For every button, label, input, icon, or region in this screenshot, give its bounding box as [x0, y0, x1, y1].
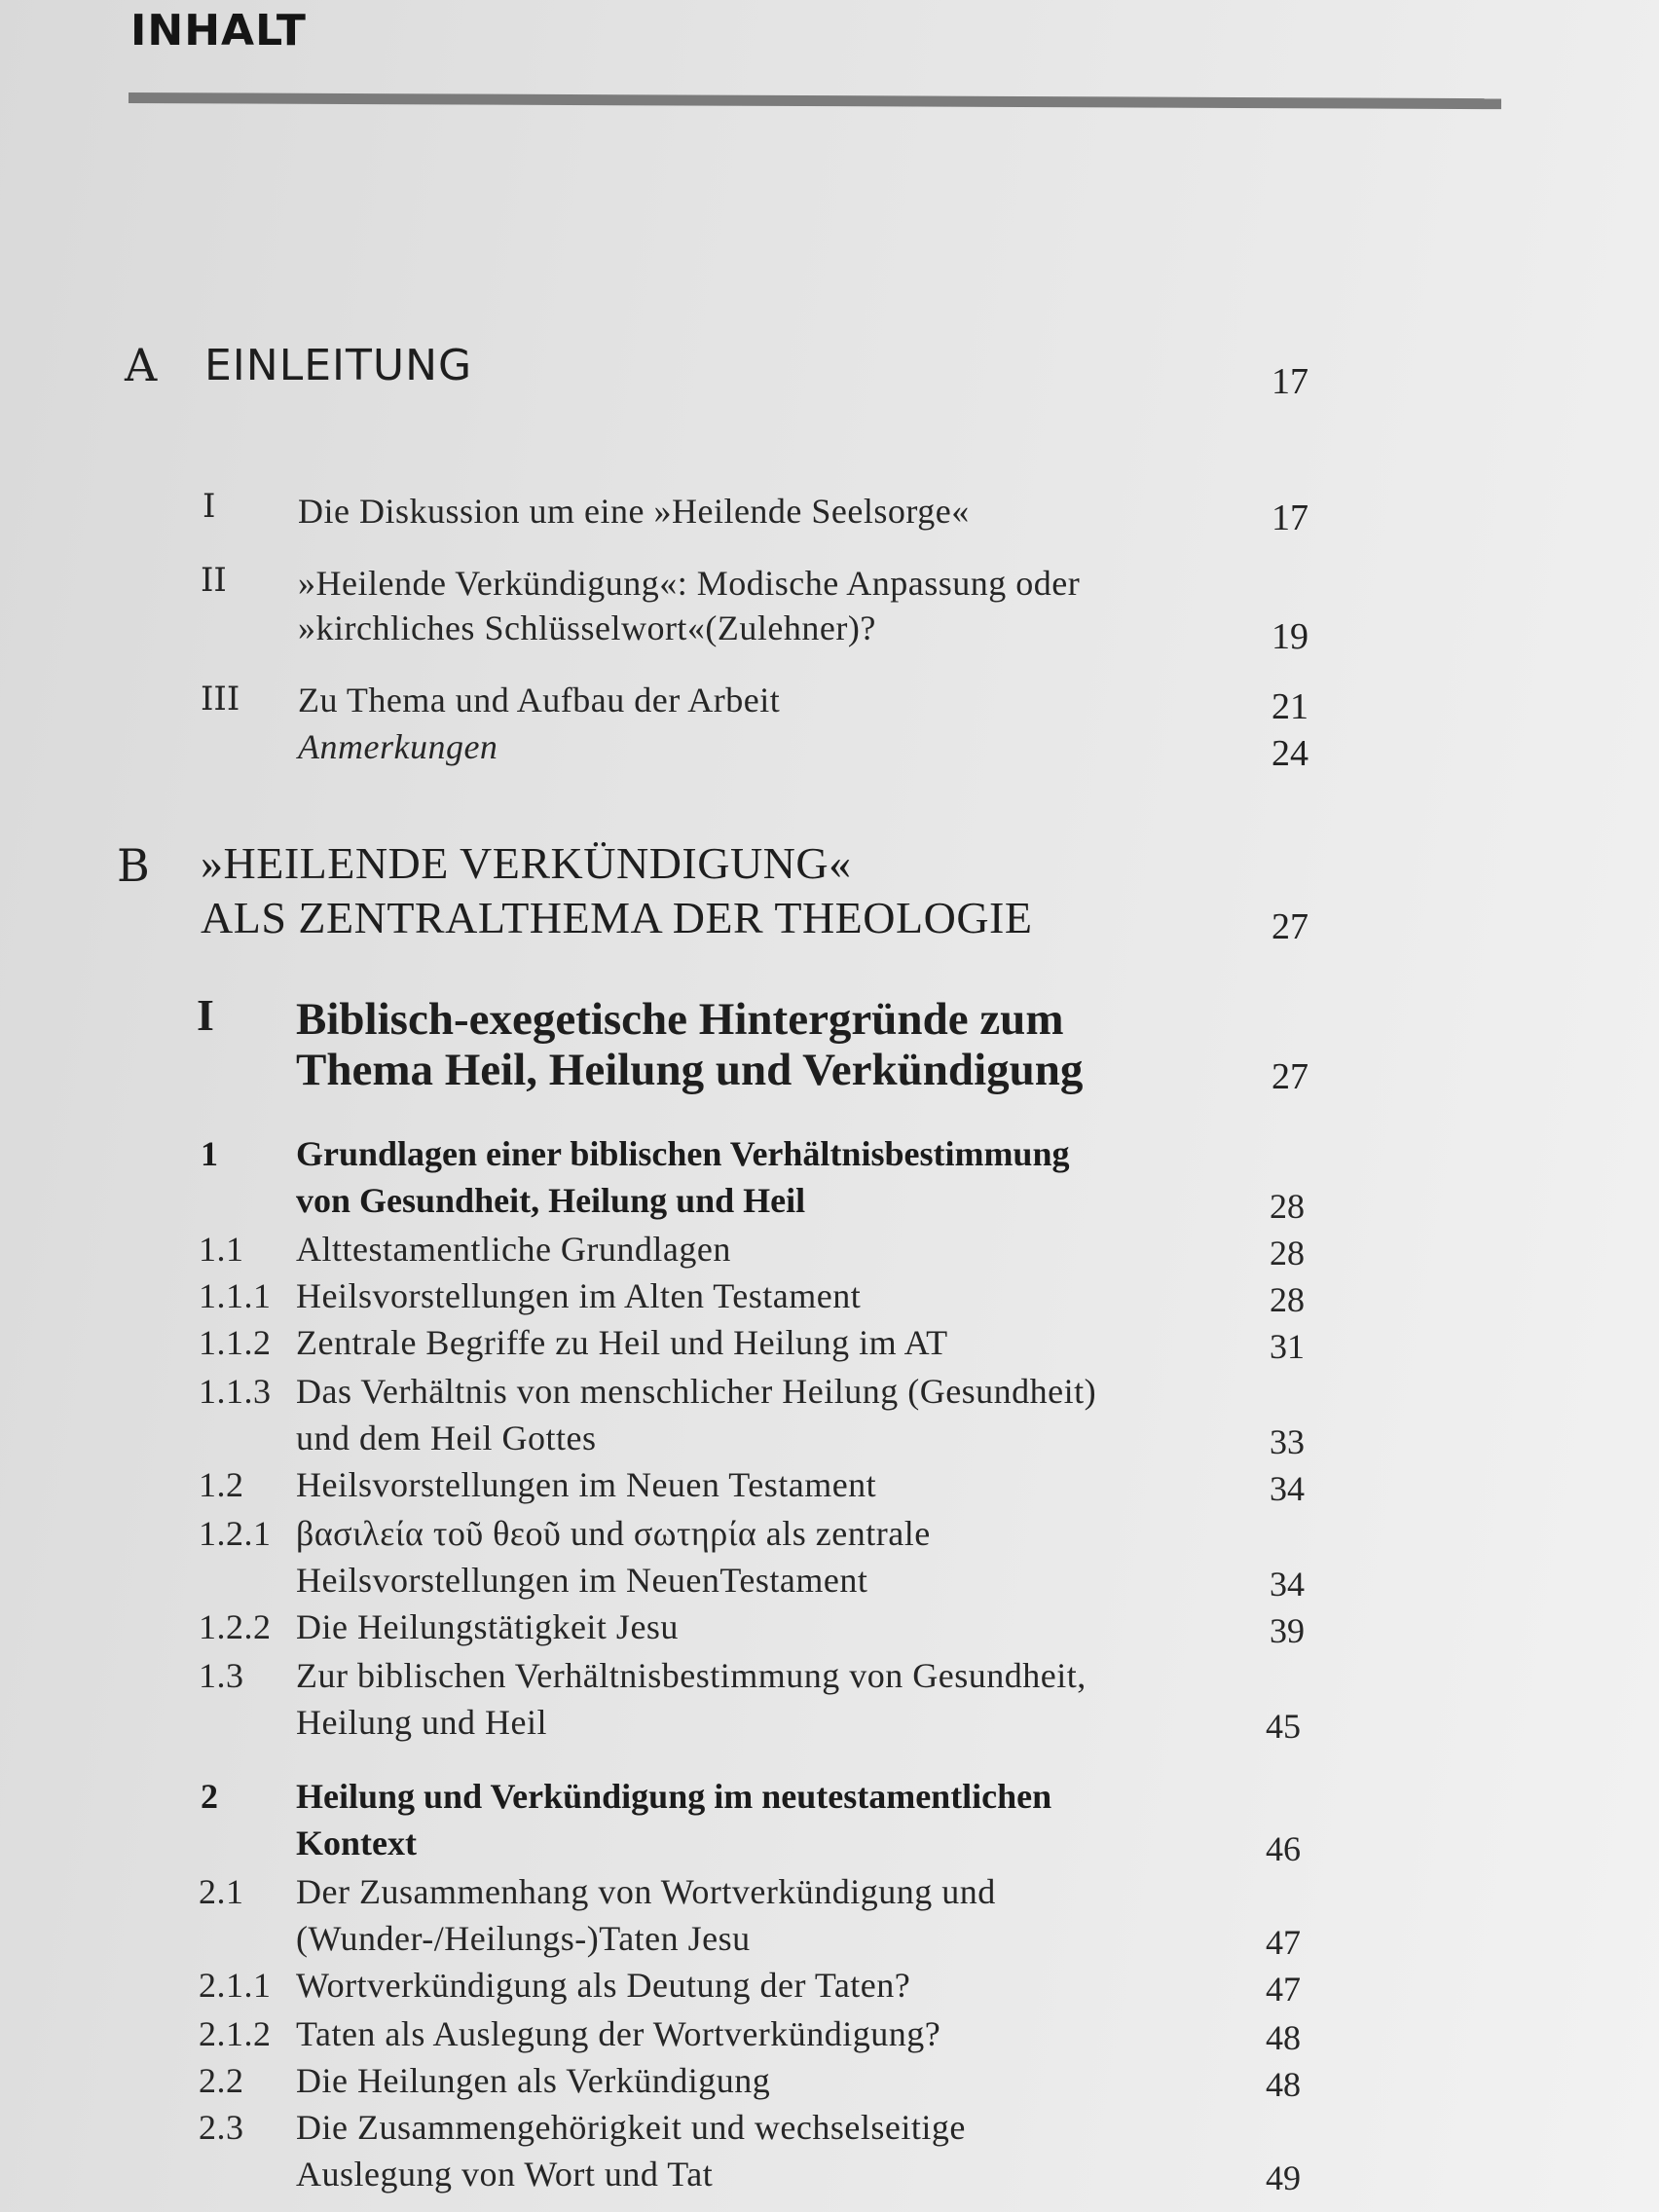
chapter-title-line: Biblisch-exegetische Hintergründe zum [296, 994, 1064, 1045]
toc-num: 1 [201, 1134, 218, 1173]
toc-num: 1.1.1 [199, 1276, 272, 1315]
toc-page-number: 17 [1272, 498, 1309, 538]
toc-entry-line: Heilung und Heil [296, 1703, 547, 1742]
toc-entry-line: Heilung und Verkündigung im neutestamentlichen [296, 1777, 1052, 1816]
toc-num: II [201, 561, 227, 600]
toc-entry-line: Anmerkungen [298, 727, 498, 766]
toc-entry-line: Taten als Auslegung der Wortverkündigung? [296, 2014, 941, 2053]
toc-page-number: 45 [1266, 1707, 1301, 1746]
toc-page-number: 24 [1272, 733, 1309, 774]
toc-entry-line: Die Heilungstätigkeit Jesu [296, 1607, 679, 1646]
toc-page-number: 31 [1270, 1327, 1305, 1366]
toc-page-number: 34 [1270, 1565, 1305, 1604]
toc-num: 2.1 [199, 1872, 244, 1911]
toc-entry-line: Zu Thema und Aufbau der Arbeit [298, 681, 781, 719]
section-a-page: 17 [1272, 361, 1309, 402]
toc-page-number: 39 [1270, 1611, 1305, 1650]
toc-num: 2 [201, 1777, 218, 1816]
toc-page-number: 28 [1270, 1187, 1305, 1226]
section-a-letter: A [125, 339, 158, 391]
toc-page-number: 47 [1266, 1923, 1301, 1962]
toc-page-number: 49 [1266, 2158, 1301, 2197]
toc-entry-line: Zentrale Begriffe zu Heil und Heilung im AT [296, 1323, 948, 1362]
section-b-page: 27 [1272, 906, 1309, 947]
toc-num: 1.1.2 [199, 1323, 272, 1362]
toc-page-number: 48 [1266, 2065, 1301, 2104]
toc-num: 1.1 [199, 1230, 244, 1269]
toc-entry-line: (Wunder-/Heilungs-)Taten Jesu [296, 1919, 751, 1958]
section-a-title: EINLEITUNG [204, 341, 473, 390]
toc-entry-line: Das Verhältnis von menschlicher Heilung (Gesundheit) [296, 1372, 1097, 1411]
chapter-title-line: Thema Heil, Heilung und Verkündigung [296, 1045, 1084, 1095]
toc-num: 1.2 [199, 1465, 244, 1504]
toc-num: 1.3 [199, 1656, 244, 1695]
chapter-num: I [197, 990, 214, 1040]
toc-page-number: 28 [1270, 1280, 1305, 1319]
page-header-title: INHALT [130, 6, 307, 55]
toc-entry-line: Die Diskussion um eine »Heilende Seelsorge« [298, 492, 970, 531]
toc-entry-line: Die Heilungen als Verkündigung [296, 2061, 771, 2100]
toc-entry-line: Zur biblischen Verhältnisbestimmung von Gesundheit, [296, 1656, 1087, 1695]
toc-entry-line: »kirchliches Schlüsselwort«(Zulehner)? [298, 608, 876, 647]
toc-num: 1.2.1 [199, 1514, 272, 1553]
toc-entry-line: Heilsvorstellungen im NeuenTestament [296, 1561, 868, 1600]
header-rule [129, 92, 1501, 109]
toc-entry-line: Kontext [296, 1824, 417, 1862]
toc-num: 2.1.2 [199, 2014, 272, 2053]
toc-num: 2.3 [199, 2108, 244, 2147]
toc-num: 2.2 [199, 2061, 244, 2100]
section-b-title-line: ALS ZENTRALTHEMA DER THEOLOGIE [201, 893, 1033, 942]
toc-entry-line: »Heilende Verkündigung«: Modische Anpassung oder [298, 564, 1081, 603]
toc-page-number: 47 [1266, 1970, 1301, 2009]
toc-num: III [201, 680, 240, 719]
chapter-page: 27 [1272, 1056, 1309, 1097]
toc-num: 1.1.3 [199, 1372, 272, 1411]
toc-page-number: 33 [1270, 1422, 1305, 1461]
toc-entry-line: Die Zusammengehörigkeit und wechselseitige [296, 2108, 966, 2147]
toc-page-number: 19 [1272, 616, 1309, 657]
section-b-letter: B [117, 839, 150, 892]
toc-num: I [203, 487, 216, 526]
toc-entry-line: von Gesundheit, Heilung und Heil [296, 1181, 806, 1220]
toc-entry-line: und dem Heil Gottes [296, 1419, 597, 1457]
toc-num: 1.2.2 [199, 1607, 272, 1646]
toc-entry-line: Der Zusammenhang von Wortverkündigung und [296, 1872, 996, 1911]
toc-entry-line: Grundlagen einer biblischen Verhältnisbestimmung [296, 1134, 1070, 1173]
toc-page-number: 34 [1270, 1469, 1305, 1508]
toc-page-number: 46 [1266, 1829, 1301, 1868]
toc-entry-line: βασιλεία τοῦ θεοῦ und σωτηρία als zentrale [296, 1514, 931, 1553]
toc-entry-line: Heilsvorstellungen im Alten Testament [296, 1276, 862, 1315]
toc-page-number: 21 [1272, 686, 1309, 727]
toc-entry-line: Auslegung von Wort und Tat [296, 2155, 714, 2194]
toc-page-number: 48 [1266, 2018, 1301, 2057]
section-b-title-line: »HEILENDE VERKÜNDIGUNG« [201, 838, 852, 888]
toc-entry-line: Heilsvorstellungen im Neuen Testament [296, 1465, 877, 1504]
toc-page-number: 28 [1270, 1234, 1305, 1272]
toc-entry-line: Wortverkündigung als Deutung der Taten? [296, 1966, 911, 2005]
toc-num: 2.1.1 [199, 1966, 272, 2005]
toc-entry-line: Alttestamentliche Grundlagen [296, 1230, 731, 1269]
